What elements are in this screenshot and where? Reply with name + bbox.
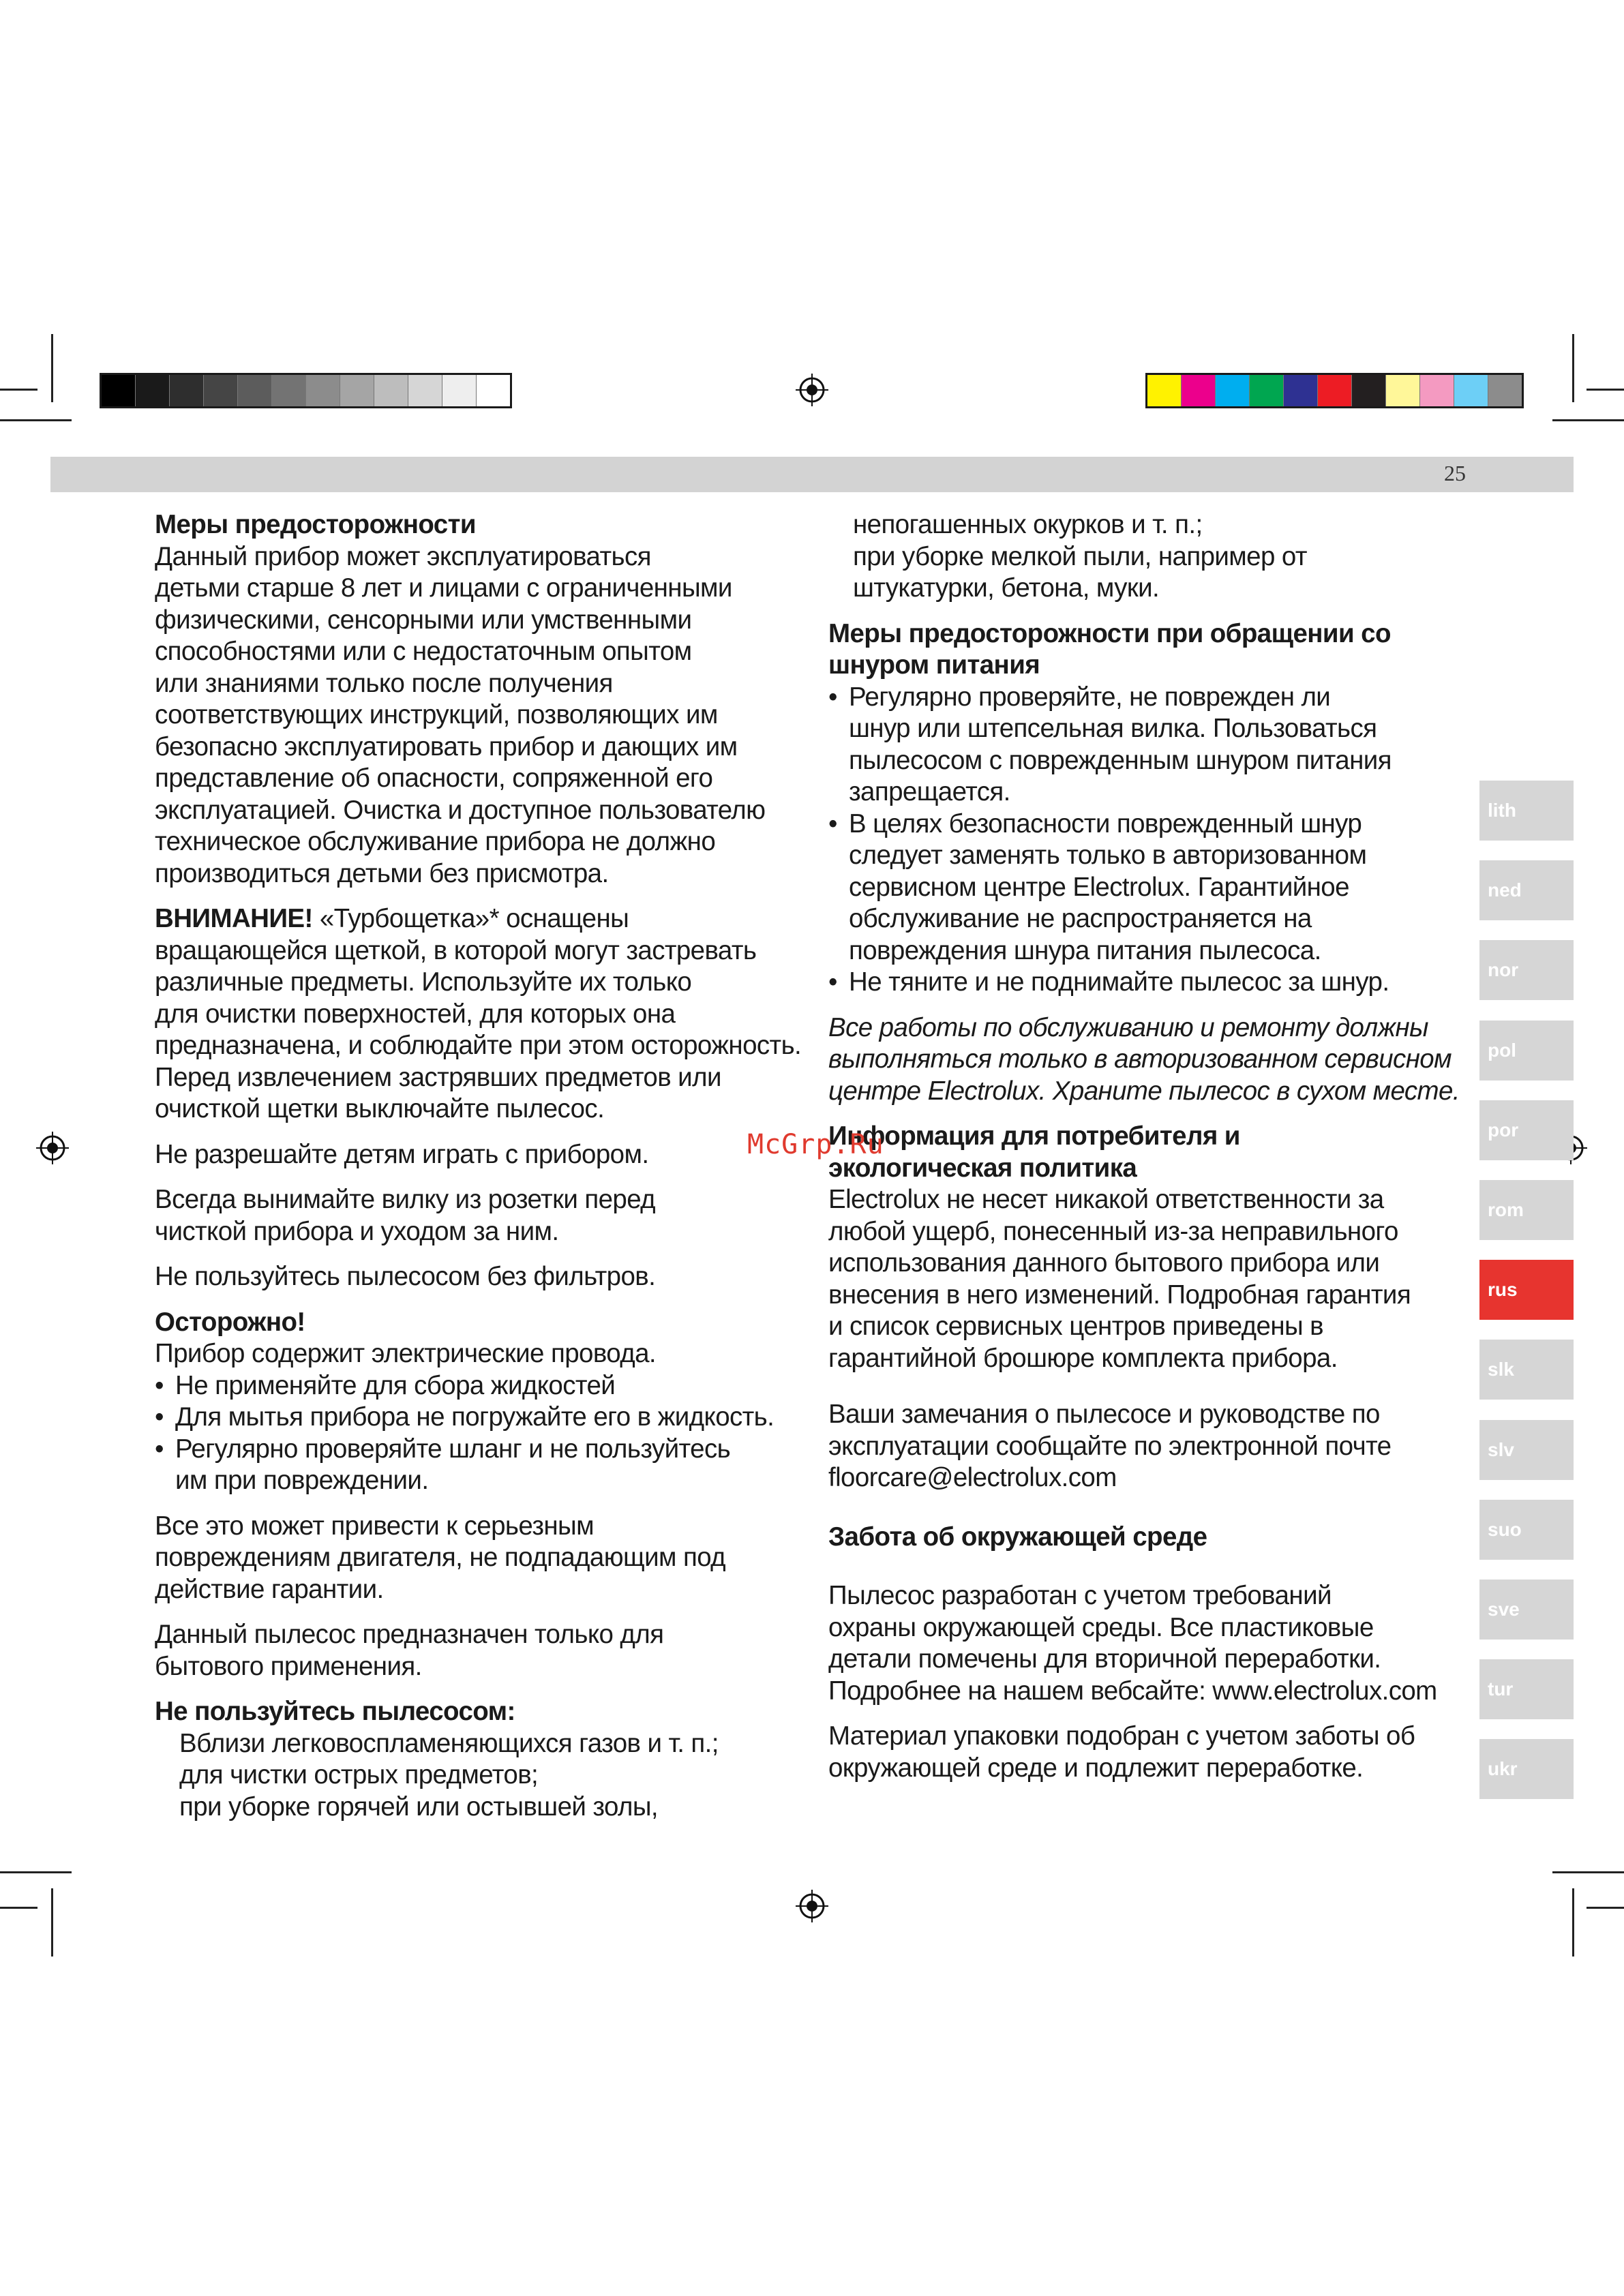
tab-slk[interactable]: slk bbox=[1479, 1340, 1574, 1400]
text-line: запрещается. bbox=[849, 777, 1010, 806]
list-item bbox=[828, 682, 1476, 809]
power-cord-list bbox=[828, 682, 1476, 999]
text-line: • В целях безопасности поврежденный шнур bbox=[849, 809, 1362, 839]
tab-ned[interactable]: ned bbox=[1479, 860, 1574, 920]
right-column bbox=[828, 509, 1476, 1798]
color-swatch bbox=[238, 375, 272, 406]
text-line: гарантийной брошюре комплекта прибора. bbox=[828, 1343, 1338, 1373]
text-line: или знаниями только после получения bbox=[155, 668, 613, 698]
registration-target-icon bbox=[36, 1132, 69, 1164]
crop-mark bbox=[1552, 1871, 1624, 1873]
text-line: штукатурки, бетона, муки. bbox=[853, 573, 1160, 603]
text-line: для чистки острых предметов; bbox=[179, 1760, 539, 1789]
list-item bbox=[155, 1402, 809, 1434]
tab-slv[interactable]: slv bbox=[1479, 1420, 1574, 1480]
color-swatch bbox=[1182, 375, 1216, 406]
text-line: floorcare@electrolux.com bbox=[828, 1463, 1117, 1492]
process-color-bar bbox=[1145, 373, 1524, 408]
consumer-info-text bbox=[828, 1184, 1476, 1374]
text-line: использования данного бытового прибора или bbox=[828, 1248, 1380, 1278]
text-line: детали помечены для вторичной переработки. bbox=[828, 1644, 1381, 1674]
text-line: выполняться только в авторизованном сервисном bbox=[828, 1044, 1452, 1074]
text-line: повреждениям двигателя, не подпадающим под bbox=[155, 1543, 726, 1572]
color-swatch bbox=[1318, 375, 1352, 406]
text-line: • Не применяйте для сбора жидкостей bbox=[175, 1370, 616, 1400]
color-swatch bbox=[1352, 375, 1386, 406]
section-title-environment: Забота об окружающей среде bbox=[828, 1522, 1207, 1552]
color-swatch bbox=[408, 375, 442, 406]
list-item bbox=[828, 809, 1476, 967]
text-line: чисткой прибора и уходом за ним. bbox=[155, 1216, 559, 1246]
damage-note bbox=[155, 1511, 809, 1606]
text-line: эксплуатации сообщайте по электронной почте bbox=[828, 1431, 1392, 1461]
text-line: вращающейся щеткой, в которой могут застревать bbox=[155, 935, 757, 965]
text-line: безопасно эксплуатировать прибор и дающих им bbox=[155, 731, 738, 761]
text-line: пылесосом с поврежденным шнуром питания bbox=[849, 745, 1392, 775]
text-line: Данный пылесос предназначен только для bbox=[155, 1620, 664, 1649]
section-title-precautions: Меры предосторожности bbox=[155, 510, 476, 539]
text-line: техническое обслуживание прибора не должно bbox=[155, 827, 716, 856]
list-item bbox=[155, 1370, 809, 1402]
crop-mark bbox=[1572, 1888, 1574, 1957]
text-line: очисткой щетки выключайте пылесос. bbox=[155, 1094, 605, 1123]
text-line: повреждения шнура питания пылесоса. bbox=[849, 935, 1321, 965]
left-column bbox=[155, 509, 809, 1823]
crop-mark bbox=[1552, 419, 1624, 421]
crop-mark bbox=[0, 389, 37, 391]
tab-ukr[interactable]: ukr bbox=[1479, 1739, 1574, 1799]
section-title-consumer-info bbox=[828, 1121, 1476, 1184]
text-line: производиться детьми без присмотра. bbox=[155, 858, 609, 888]
tab-sve[interactable]: sve bbox=[1479, 1580, 1574, 1640]
warning-label: ВНИМАНИЕ! bbox=[155, 904, 313, 933]
text-line: Пылесос разработан с учетом требований bbox=[828, 1581, 1332, 1610]
filters-note: Не пользуйтесь пылесосом без фильтров. bbox=[155, 1262, 656, 1291]
tab-rus[interactable]: rus bbox=[1479, 1260, 1574, 1320]
color-swatch bbox=[1488, 375, 1522, 406]
text-line: Информация для потребителя и bbox=[828, 1121, 1240, 1151]
text-line: следует заменять только в авторизованном bbox=[849, 841, 1367, 870]
text-line: • Для мытья прибора не погружайте его в жидкость. bbox=[175, 1402, 775, 1432]
text-line: непогашенных окурков и т. п.; bbox=[853, 510, 1203, 539]
text-line: при уборке горячей или остывшей золы, bbox=[179, 1792, 659, 1822]
text-line: различные предметы. Используйте их только bbox=[155, 967, 692, 997]
color-swatch bbox=[1454, 375, 1488, 406]
text-line: Данный прибор может эксплуатироваться bbox=[155, 541, 651, 571]
text-line: Подробнее на нашем вебсайте: www.electrolux.com bbox=[828, 1676, 1437, 1706]
tab-nor[interactable]: nor bbox=[1479, 940, 1574, 1000]
tab-suo[interactable]: suo bbox=[1479, 1500, 1574, 1560]
color-swatch bbox=[170, 375, 204, 406]
text-line: физическими, сенсорными или умственными bbox=[155, 605, 692, 635]
registration-target-icon bbox=[796, 1890, 828, 1922]
section-title-do-not-use: Не пользуйтесь пылесосом: bbox=[155, 1697, 515, 1726]
feedback-note bbox=[828, 1399, 1476, 1494]
list-item bbox=[828, 967, 1476, 999]
household-note bbox=[155, 1619, 809, 1682]
service-italic-note bbox=[828, 1012, 1476, 1108]
precautions-text bbox=[155, 541, 809, 890]
section-title-power-cord bbox=[828, 618, 1476, 682]
color-swatch bbox=[477, 375, 510, 406]
grayscale-color-bar bbox=[100, 373, 512, 408]
crop-mark bbox=[0, 1871, 72, 1873]
environment-text bbox=[828, 1580, 1476, 1707]
text-line: • Не тяните и не поднимайте пылесос за шнур. bbox=[849, 967, 1389, 997]
color-swatch bbox=[136, 375, 170, 406]
color-swatch bbox=[1420, 375, 1454, 406]
text-line: центре Electrolux. Храните пылесос в сухом месте. bbox=[828, 1076, 1460, 1106]
text-line: Electrolux не несет никакой ответственности за bbox=[828, 1185, 1384, 1214]
text-line: способностями или с недостаточным опытом bbox=[155, 637, 692, 666]
crop-mark bbox=[1572, 334, 1574, 402]
color-swatch bbox=[1284, 375, 1318, 406]
color-swatch bbox=[204, 375, 238, 406]
text-line: Материал упаковки подобран с учетом заботы об bbox=[828, 1721, 1415, 1751]
color-swatch bbox=[374, 375, 408, 406]
color-swatch bbox=[442, 375, 477, 406]
text-line: • Регулярно проверяйте, не поврежден ли bbox=[849, 682, 1331, 712]
list-item bbox=[155, 1434, 809, 1497]
text-line: любой ущерб, понесенный из-за неправильного bbox=[828, 1216, 1398, 1246]
color-swatch bbox=[340, 375, 374, 406]
text-line: Меры предосторожности при обращении со bbox=[828, 618, 1391, 648]
caution-intro: Прибор содержит электрические провода. bbox=[155, 1339, 656, 1368]
text-line: сервисном центре Electrolux. Гарантийное bbox=[849, 872, 1349, 902]
crop-mark bbox=[0, 1907, 37, 1909]
text-line: бытового применения. bbox=[155, 1651, 422, 1681]
tab-rom[interactable]: rom bbox=[1479, 1180, 1574, 1240]
color-swatch bbox=[306, 375, 340, 406]
text-line: Вблизи легковоспламеняющихся газов и т. п.; bbox=[179, 1728, 719, 1758]
crop-mark bbox=[1587, 389, 1624, 391]
text-line: шнуром питания bbox=[828, 650, 1040, 680]
section-title-caution: Осторожно! bbox=[155, 1307, 305, 1337]
text-line: соответствующих инструкций, позволяющих им bbox=[155, 700, 718, 729]
watermark: McGrp.Ru bbox=[747, 1129, 884, 1160]
warning-paragraph: ВНИМАНИЕ! «Турбощетка»* оснащены вращающейся щеткой, в которой могут застревать различные предметы. Используйте их только для очистки поверхностей, для которых она предназначена, и соблюдайте при этом осторожность. Перед извлечением застрявших предметов или очисткой щетки выключайте пылесос. bbox=[155, 903, 809, 1126]
crop-mark bbox=[51, 334, 53, 402]
tab-pol[interactable]: pol bbox=[1479, 1021, 1574, 1081]
color-swatch bbox=[1216, 375, 1250, 406]
page-number: 25 bbox=[1444, 461, 1466, 485]
continued-text bbox=[828, 509, 1476, 605]
tab-por[interactable]: por bbox=[1479, 1100, 1574, 1160]
text-line: действие гарантии. bbox=[155, 1574, 384, 1604]
text-line: экологическая политика bbox=[828, 1153, 1137, 1183]
registration-target-icon bbox=[796, 374, 828, 406]
text-line: эксплуатацией. Очистка и доступное пользователю bbox=[155, 795, 766, 825]
text-line: окружающей среде и подлежит переработке. bbox=[828, 1753, 1364, 1783]
color-swatch bbox=[1386, 375, 1420, 406]
text-line: Все это может привести к серьезным bbox=[155, 1511, 594, 1541]
text-line: при уборке мелкой пыли, например от bbox=[853, 541, 1307, 571]
text-line: охраны окружающей среды. Все пластиковые bbox=[828, 1612, 1374, 1642]
text-line: для очистки поверхностей, для которых она bbox=[155, 999, 676, 1029]
text-line: обслуживание не распространяется на bbox=[849, 904, 1312, 933]
unplug-note bbox=[155, 1184, 809, 1248]
tab-lith[interactable]: lith bbox=[1479, 781, 1574, 841]
color-swatch bbox=[272, 375, 306, 406]
text-line: Всегда вынимайте вилку из розетки перед bbox=[155, 1185, 656, 1214]
text-line: шнур или штепсельная вилка. Пользоваться bbox=[849, 714, 1377, 743]
text-line: • Регулярно проверяйте шланг и не пользуйтесь bbox=[175, 1434, 731, 1464]
color-swatch bbox=[102, 375, 136, 406]
text-line: Все работы по обслуживанию и ремонту должны bbox=[828, 1012, 1428, 1042]
text-line: предназначена, и соблюдайте при этом осторожность. bbox=[155, 1031, 802, 1060]
packaging-note bbox=[828, 1721, 1476, 1784]
text-line: и список сервисных центров приведены в bbox=[828, 1312, 1324, 1341]
text-line: представление об опасности, сопряженной его bbox=[155, 764, 713, 793]
do-not-use-list bbox=[155, 1728, 809, 1824]
color-swatch bbox=[1250, 375, 1284, 406]
header-band bbox=[50, 457, 1574, 492]
crop-mark bbox=[51, 1888, 53, 1957]
crop-mark bbox=[1587, 1907, 1624, 1909]
text-line: детьми старше 8 лет и лицами с ограниченными bbox=[155, 573, 732, 603]
text-line: Ваши замечания о пылесосе и руководстве по bbox=[828, 1400, 1380, 1429]
tab-tur[interactable]: tur bbox=[1479, 1659, 1574, 1719]
color-swatch bbox=[1147, 375, 1182, 406]
crop-mark bbox=[0, 419, 72, 421]
text-line: Перед извлечением застрявших предметов или bbox=[155, 1062, 721, 1092]
text-line: им при повреждении. bbox=[175, 1466, 429, 1495]
children-note: Не разрешайте детям играть с прибором. bbox=[155, 1139, 649, 1169]
caution-list bbox=[155, 1370, 809, 1497]
text-line: внесения в него изменений. Подробная гарантия bbox=[828, 1280, 1411, 1310]
